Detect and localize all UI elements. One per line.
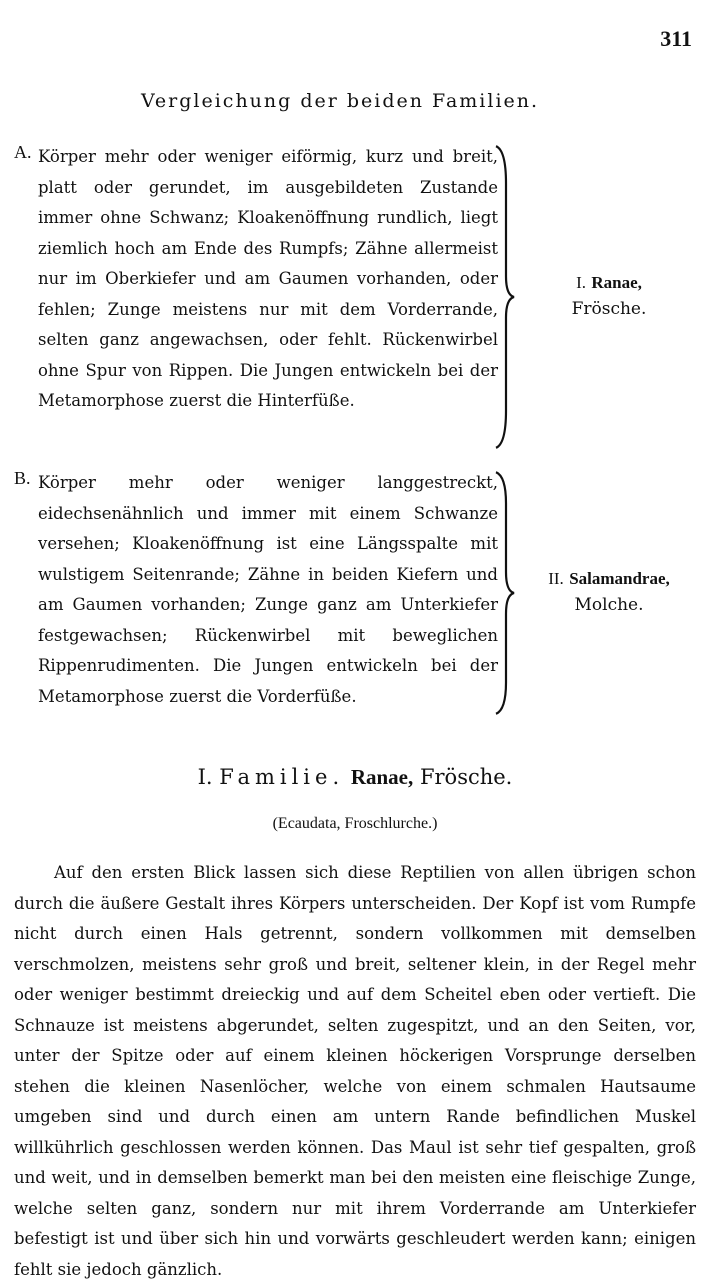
family-latin-name: Ranae,: [350, 765, 414, 789]
block-a-letter: A.: [14, 142, 32, 162]
curly-brace-b: [492, 468, 516, 718]
result-a-latin: Ranae,: [591, 273, 642, 292]
comparison-block-a: [14, 142, 704, 452]
family-word: Familie.: [219, 765, 345, 789]
family-subheading: (Ecaudata, Froschlurche.): [272, 815, 438, 832]
curly-brace-a: [492, 142, 516, 452]
result-b: [519, 566, 699, 618]
result-a-german: Frösche.: [571, 299, 647, 319]
result-b-number: II.: [548, 569, 564, 588]
result-a-number: I.: [576, 273, 586, 292]
result-b-german: Molche.: [574, 595, 644, 615]
section-title: Vergleichung der beiden Familien.: [140, 90, 540, 112]
family-heading: [0, 765, 710, 790]
page-number: 311: [660, 26, 692, 51]
comparison-block-b: [14, 468, 704, 718]
family-german-name: Frösche.: [419, 765, 513, 789]
family-number: I.: [197, 765, 213, 789]
block-b-text: Körper mehr oder weniger langgestreckt, eidechsenähnlich und immer mit einem Schwanze versehen; Kloakenöffnung ist eine Längsspalte mit wulstigem Seitenrande; Zähne in beiden Kiefern und am Gaumen vorhanden; Zunge ganz am Unterkiefer festgewachsen; Rückenwirbel mit beweglichen Rippenrudimenten. Die Jungen entwickeln bei der Metamorphose zuerst die Vorderfüße.: [38, 473, 498, 706]
block-a-text: Körper mehr oder weniger eiförmig, kurz und breit, platt oder gerundet, im ausgebildeten Zustande immer ohne Schwanz; Kloakenöffnung rundlich, liegt ziemlich hoch am Ende des Rumpfs; Zähne allermeist nur im Oberkiefer und am Gaumen vorhanden, oder fehlen; Zunge meistens nur mit dem Vorderrande, selten ganz angewachsen, oder fehlt. Rückenwirbel ohne Spur von Rippen. Die Jungen entwickeln bei der Metamorphose zuerst die Hinterfüße.: [38, 147, 498, 410]
block-b-letter: B.: [14, 468, 31, 488]
result-b-latin: Salamandrae,: [569, 569, 670, 588]
result-a: [519, 270, 699, 322]
body-paragraph: Auf den ersten Blick lassen sich diese Reptilien von allen übrigen schon durch die äußere Gestalt ihres Körpers unterscheiden. Der Kopf ist vom Rumpfe nicht durch einen Hals getrennt, sondern vollkommen mit demselben verschmolzen, meistens sehr groß und breit, seltener klein, in der Regel mehr oder weniger bestimmt dreieckig und auf dem Scheitel eben oder vertieft. Die Schnauze ist meistens abgerundet, selten zugespitzt, und an den Seiten, vor, unter der Spitze oder auf einem kleinen höckerigen Vorsprunge derselben stehen die kleinen Nasenlöcher, welche von einem schmalen Hautsaume umgeben sind und durch einen am untern Rande befindlichen Muskel willkührlich geschlossen werden können. Das Maul ist sehr tief gespalten, groß und weit, und in demselben bemerkt man bei den meisten eine fleischige Zunge, welche selten ganz, sondern nur mit ihrem Vorderrande am Unterkiefer befestigt ist und über sich hin und vorwärts geschleudert werden kann; einigen fehlt sie jedoch gänzlich.: [14, 863, 696, 1279]
